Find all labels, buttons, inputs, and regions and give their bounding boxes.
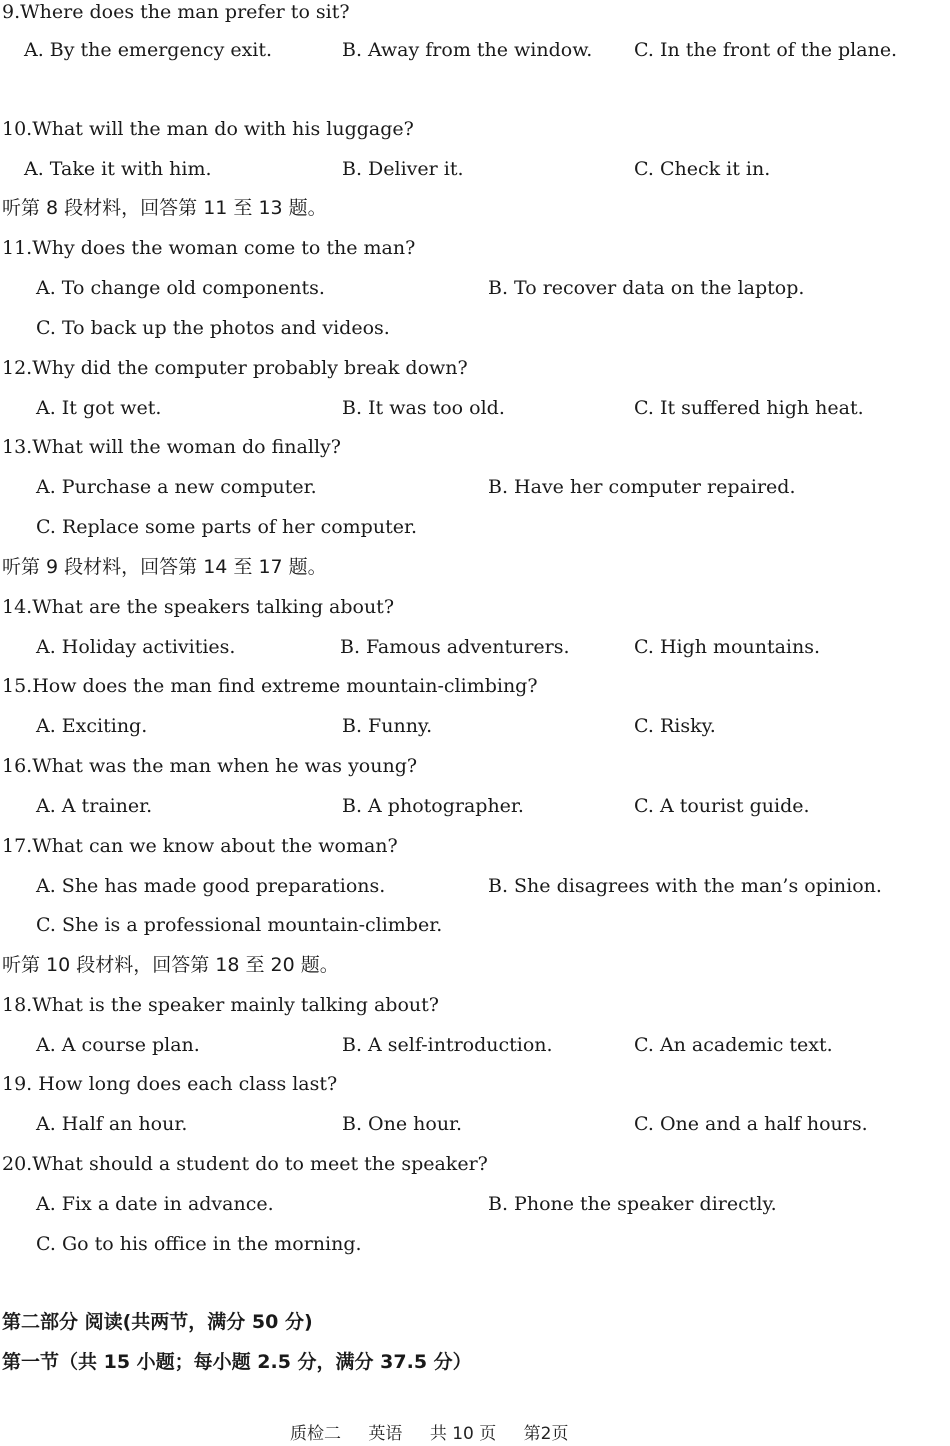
option-b: B. A photographer. (342, 795, 524, 817)
option-a: A. Take it with him. (24, 158, 212, 180)
option-b: B. A self-introduction. (342, 1034, 553, 1056)
option-c: C. An academic text. (634, 1034, 833, 1056)
option-a: A. She has made good preparations. (36, 875, 386, 897)
question-stem: 20.What should a student do to meet the speaker? (2, 1153, 488, 1175)
option-a: A. It got wet. (36, 397, 162, 419)
option-c: C. In the front of the plane. (634, 39, 898, 61)
question-stem: 16.What was the man when he was young? (2, 755, 418, 777)
option-c: C. To back up the photos and videos. (36, 317, 390, 339)
option-b: B. It was too old. (342, 397, 505, 419)
option-c: C. Risky. (634, 715, 716, 737)
footer-subject: 英语 (368, 1424, 403, 1444)
question-stem: 13.What will the woman do finally? (2, 436, 341, 458)
option-b: B. Phone the speaker directly. (488, 1193, 777, 1215)
option-b: B. To recover data on the laptop. (488, 277, 805, 299)
question-stem: 17.What can we know about the woman? (2, 835, 398, 857)
question-stem: 12.Why did the computer probably break down? (2, 357, 468, 379)
section-header-8: 听第 8 段材料，回答第 11 至 13 题。 (2, 197, 327, 219)
option-b: B. She disagrees with the man’s opinion. (488, 875, 882, 897)
footer-exam: 质检二 (290, 1424, 341, 1444)
option-b: B. Away from the window. (342, 39, 593, 61)
option-c: C. A tourist guide. (634, 795, 810, 817)
section-one-title: 第一节（共 15 小题；每小题 2.5 分，满分 37.5 分） (2, 1351, 472, 1373)
option-a: A. A course plan. (36, 1034, 200, 1056)
option-a: A. A trainer. (36, 795, 153, 817)
question-stem: 18.What is the speaker mainly talking about? (2, 994, 439, 1016)
option-b: B. Famous adventurers. (340, 636, 570, 658)
footer-total-pages: 共 10 页 (429, 1424, 497, 1444)
option-a: A. To change old components. (36, 277, 325, 299)
option-b: B. One hour. (342, 1113, 463, 1135)
question-stem: 19. How long does each class last? (2, 1073, 338, 1095)
option-a: A. By the emergency exit. (24, 39, 273, 61)
option-b: B. Have her computer repaired. (488, 476, 796, 498)
option-a: A. Purchase a new computer. (36, 476, 317, 498)
option-a: A. Fix a date in advance. (36, 1193, 274, 1215)
option-a: A. Exciting. (36, 715, 148, 737)
question-stem: 14.What are the speakers talking about? (2, 596, 395, 618)
option-b: B. Deliver it. (342, 158, 464, 180)
question-stem: 11.Why does the woman come to the man? (2, 237, 416, 259)
footer-page-number: 第2页 (523, 1424, 569, 1444)
section-header-9: 听第 9 段材料，回答第 14 至 17 题。 (2, 556, 327, 578)
section-header-10: 听第 10 段材料，回答第 18 至 20 题。 (2, 954, 339, 976)
option-a: A. Holiday activities. (36, 636, 236, 658)
option-b: B. Funny. (342, 715, 433, 737)
question-stem: 10.What will the man do with his luggage? (2, 118, 414, 140)
page-footer (290, 1424, 591, 1444)
option-c: C. Check it in. (634, 158, 771, 180)
option-c: C. One and a half hours. (634, 1113, 868, 1135)
option-c: C. Go to his office in the morning. (36, 1233, 362, 1255)
option-c: C. Replace some parts of her computer. (36, 516, 417, 538)
question-stem: 9.Where does the man prefer to sit? (2, 1, 350, 23)
part-two-title: 第二部分 阅读(共两节，满分 50 分) (2, 1311, 313, 1333)
option-c: C. She is a professional mountain-climber. (36, 914, 443, 936)
question-stem: 15.How does the man find extreme mountain-climbing? (2, 675, 538, 697)
option-c: C. High mountains. (634, 636, 821, 658)
option-a: A. Half an hour. (36, 1113, 188, 1135)
option-c: C. It suffered high heat. (634, 397, 864, 419)
